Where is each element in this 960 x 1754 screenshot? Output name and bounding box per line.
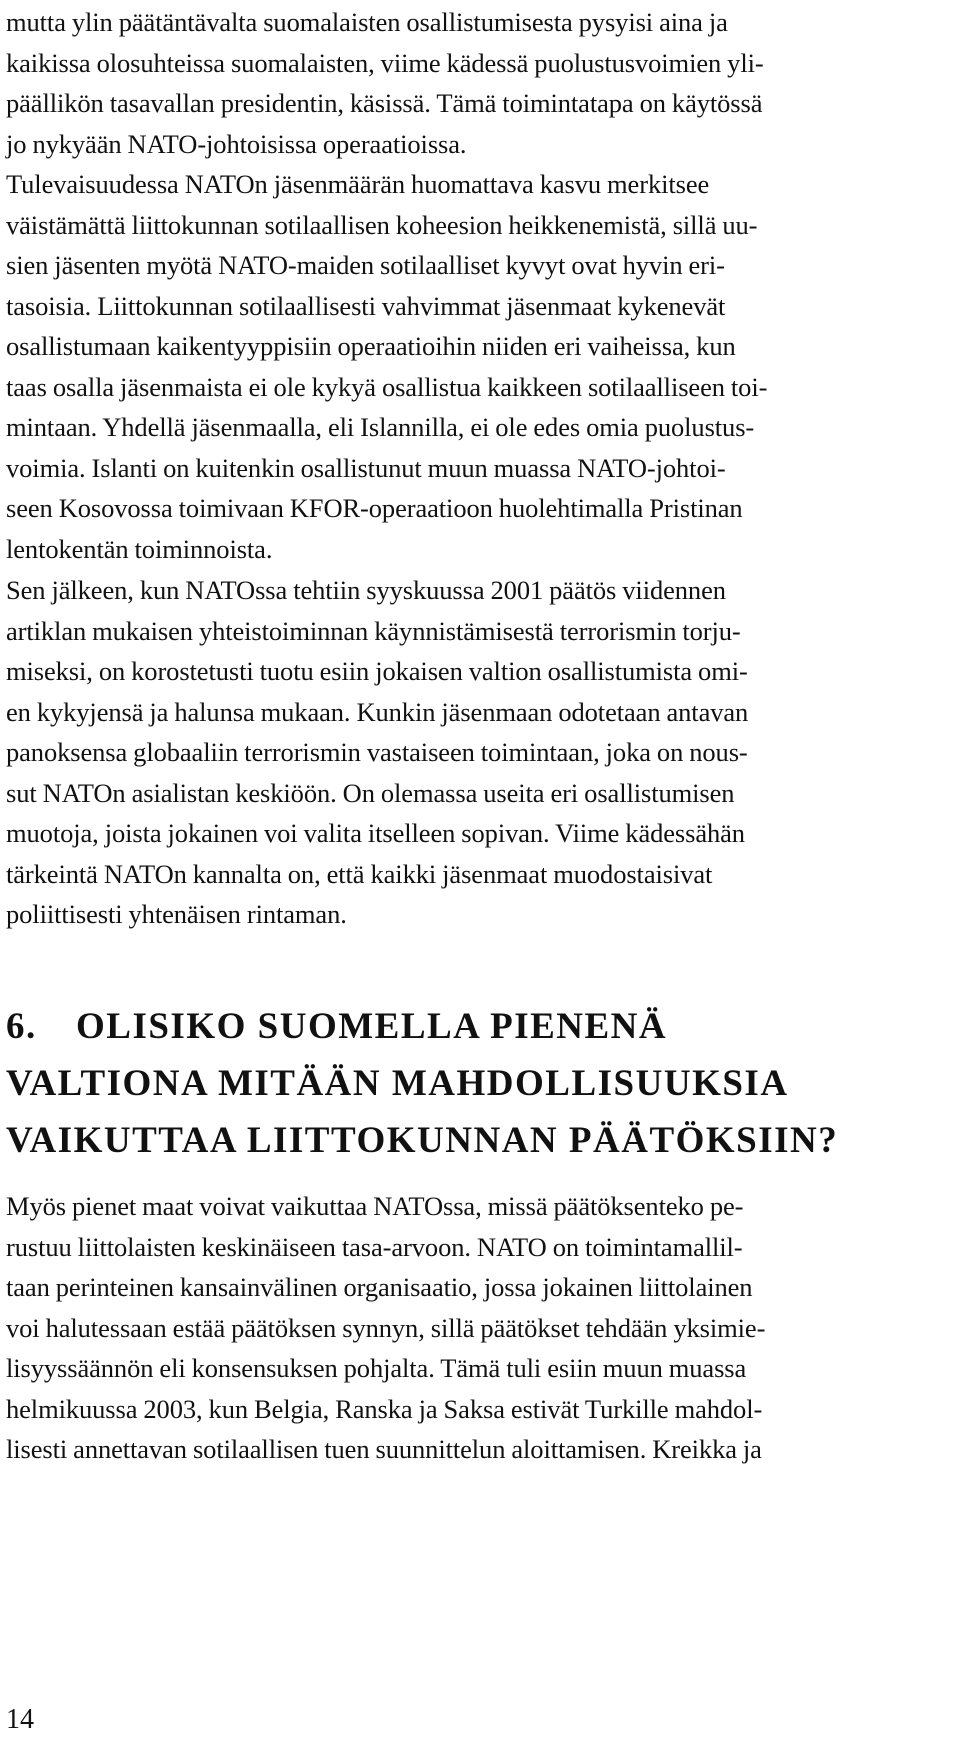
paragraph-intro-continuation: mutta ylin päätäntävalta suomalaisten osallistumisesta pysyisi aina ja kaikissa olosuhteissa suomalaisten, viime kädessä puolustusvoimien yli- päällikön tasavallan presidentin, käsissä. Tämä toimintatapa on käytössä jo nykyään NATO-johtoisissa operaatioissa. (6, 7, 764, 159)
paragraph-terrorism-cooperation: Sen jälkeen, kun NATOssa tehtiin syyskuussa 2001 päätös viidennen artiklan mukaisen yhteistoiminnan käynnistämisestä terrorismin torju- miseksi, on korostetusti tuotu esiin jokaisen valtion osallistumista omi- en kykyjensä ja halunsa mukaan. Kunkin jäsenmaan odotetaan antavan panoksensa globaaliin terrorismin vastaiseen toimintaan, joka on nous- sut NATOn asialistan keskiöön. On olemassa useita eri osallistumisen muotoja, joista jokainen voi valita itselleen sopivan. Viime kädessähän tärkeintä NATOn kannalta on, että kaikki jäsenmaat muodostaisivat poliittisesti yhtenäisen rintaman. (6, 575, 749, 929)
paragraph-small-states-influence: Myös pienet maat voivat vaikuttaa NATOssa, missä päätöksenteko pe- rustuu liittolaisten keskinäiseen tasa-arvoon. NATO on toimintamallil- taan perinteinen kansainvälinen organisaatio, jossa jokainen liittolainen voi halutessaan estää päätöksen synnyn, sillä päätökset tehdään yksimie- lisyyssäännön eli konsensuksen pohjalta. Tämä tuli esiin muun muassa helmikuussa 2003, kun Belgia, Ranska ja Saksa estivät Turkille mahdol- lisesti annettavan sotilaallisen tuen suunnittelun aloittamisen. Kreikka ja (6, 1191, 766, 1464)
paragraph-nato-enlargement: Tulevaisuudessa NATOn jäsenmäärän huomattava kasvu merkitsee väistämättä liittokunnan sotilaallisen koheesion heikkenemistä, sillä uu- sien jäsenten myötä NATO-maiden sotilaalliset kyvyt ovat hyvin eri- tasoisia. Liittokunnan sotilaallisesti vahvimmat jäsenmaat kykenevät osallistumaan kaikentyyppisiin operaatioihin niiden eri vaiheissa, kun taas osalla jäsenmaista ei ole kykyä osallistua kaikkeen sotilaalliseen toi- mintaan. Yhdellä jäsenmaalla, eli Islannilla, ei ole edes omia puolustus- voimia. Islanti on kuitenkin osallistunut muun muassa NATO-johtoi- seen Kosovossa toimivaan KFOR-operaatioon huolehtimalla Pristinan lentokentän toiminnoista. (6, 169, 768, 564)
section-number: 6. (6, 1006, 37, 1047)
section-heading (6, 998, 950, 1169)
section-title: OLISIKO SUOMELLA PIENENÄ VALTIONA MITÄÄN MAHDOLLISUUKSIA VAIKUTTAA LIITTOKUNNAN PÄÄTÖKSIIN? (6, 1006, 839, 1161)
page-number: 14 (6, 1704, 34, 1735)
